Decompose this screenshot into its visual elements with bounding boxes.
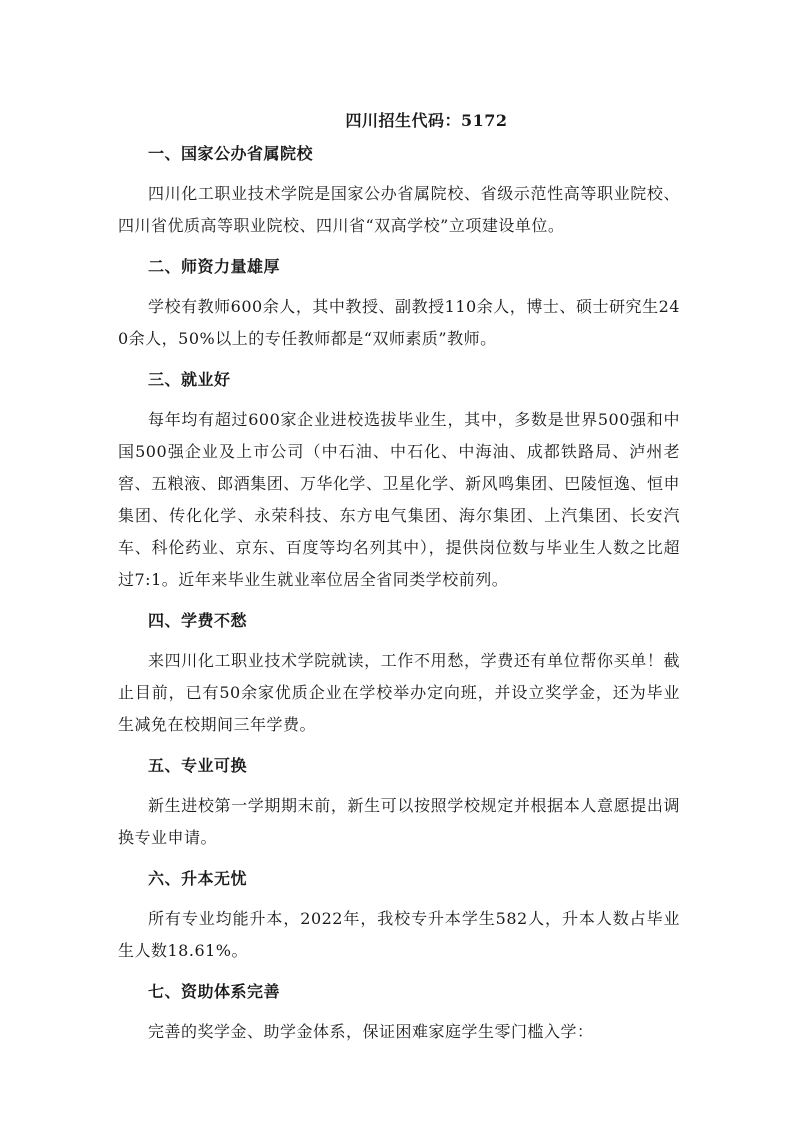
document-body bbox=[118, 141, 680, 1060]
section-financial-aid bbox=[118, 979, 680, 1048]
section-paragraph: 每年均有超过600家企业进校选拔毕业生，其中，多数是世界500强和中国500强企业及上市公司（中石油、中石化、中海油、成都铁路局、泸州老窖、五粮液、郎酒集团、万华化学、卫星化学、新风鸣集团、巴陵恒逸、恒申集团、传化化学、永荣科技、东方电气集团、海尔集团、上汽集团、长安汽车、科伦药业、京东、百度等均名列其中），提供岗位数与毕业生人数之比超过7:1。近年来毕业生就业率位居全省同类学校前列。 bbox=[118, 410, 680, 589]
section-major-change bbox=[118, 753, 680, 854]
section-heading: 四、学费不愁 bbox=[148, 611, 248, 630]
section-public-school bbox=[118, 141, 680, 242]
section-faculty bbox=[118, 254, 680, 355]
document-title: 四川招生代码：5172 bbox=[345, 111, 508, 130]
section-paragraph: 所有专业均能升本，2022年，我校专升本学生582人，升本人数占毕业生人数18.61%。 bbox=[118, 909, 680, 960]
section-paragraph: 四川化工职业技术学院是国家公办省属院校、省级示范性高等职业院校、四川省优质高等职业院校、四川省“双高学校”立项建设单位。 bbox=[118, 184, 680, 235]
section-heading: 七、资助体系完善 bbox=[148, 982, 281, 1001]
section-paragraph: 新生进校第一学期期末前，新生可以按照学校规定并根据本人意愿提出调换专业申请。 bbox=[118, 796, 680, 847]
section-heading: 六、升本无忧 bbox=[148, 869, 248, 888]
section-heading: 一、国家公办省属院校 bbox=[148, 144, 314, 163]
section-paragraph: 学校有教师600余人，其中教授、副教授110余人，博士、硕士研究生240余人，50%以上的专任教师都是“双师素质”教师。 bbox=[118, 297, 680, 348]
section-employment bbox=[118, 367, 680, 596]
section-heading: 五、专业可换 bbox=[148, 756, 248, 775]
section-paragraph: 来四川化工职业技术学院就读，工作不用愁，学费还有单位帮你买单！截止目前，已有50余家优质企业在学校举办定向班，并设立奖学金，还为毕业生减免在校期间三年学费。 bbox=[118, 651, 680, 734]
section-paragraph: 完善的奖学金、助学金体系，保证困难家庭学生零门槛入学： bbox=[148, 1022, 594, 1041]
section-heading: 三、就业好 bbox=[148, 370, 231, 389]
section-heading: 二、师资力量雄厚 bbox=[148, 257, 281, 276]
section-tuition bbox=[118, 608, 680, 741]
section-upgrade bbox=[118, 866, 680, 967]
